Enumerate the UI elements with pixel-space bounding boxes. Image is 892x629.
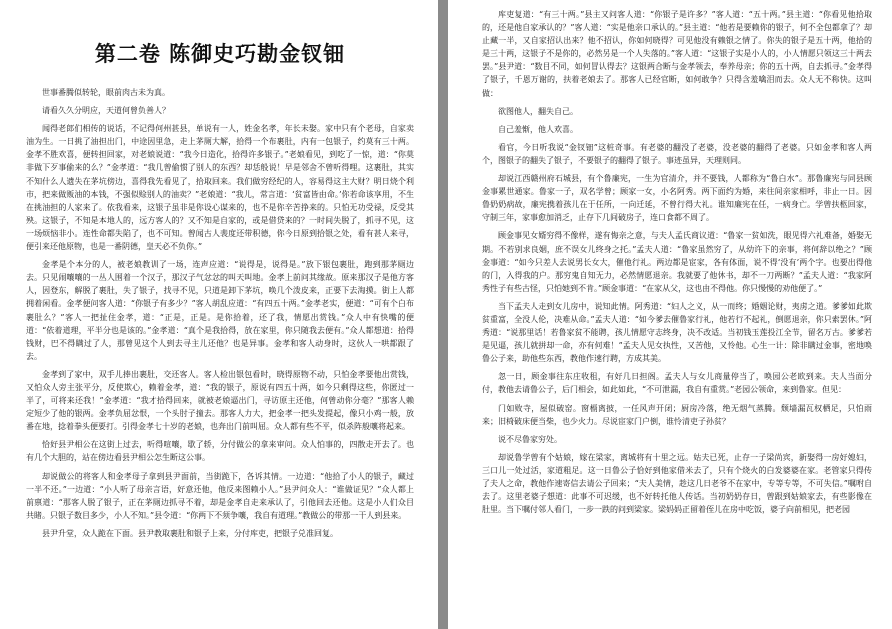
paragraph: 世事番腾似转轮，眼前肉古未为真。 bbox=[42, 88, 170, 97]
paragraph: 看官，今日听我说“金钗钿”这桩奇事。有老婆的翻没了老婆，没老婆的翻得了老婆。只如金孝和客人两个，图银子的翻失了银子，不要银子的翻得了银子。事迹虽异，天理则同。 bbox=[482, 142, 872, 165]
paragraph: 金孝是个本分的人，被老娘教训了一场，连声应道：“说得是，说得是。”放下银包裹肚，跑到那茅厕边去。只见闹嚷嚷的一丛人围着一个汉子，那汉子气忿忿的叫天叫地。金孝上前问其缘故。原来那汉子是他方客人，因登东，解脱了裹肚，失了银子，找寻不见，只道是卸下茅坑，唤几个泼皮来，正要下去淘摸。街上人都拥着闲看。金孝便问客人道：“你银子有多少？”客人胡乱应道：“有四五十两。”金孝老实，便道：“可有个白布裹肚么？”客人一把扯住金孝，道：“正是，正是。是你拾着，还了我，情愿出赏钱。”众人中有快嘴的便道：“依着道理，平半分也是该的。”金孝道：“真个是我拾得，放在家里，你只随我去便有。”众人都想道：拾得钱财，巴不得瞒过了人，那曾见这个人到去寻主儿还他？也是异事。金孝和客人动身时，这伙人一哄都跟了去。 bbox=[26, 260, 414, 361]
chapter-title: 第二卷 陈御史巧勘金钗钿 bbox=[94, 41, 346, 66]
right-body bbox=[482, 8, 872, 516]
verse-line: 欲图他人，翻失自己。 bbox=[498, 106, 578, 116]
paragraph: 县尹升堂，众人跪在下面。县尹教取裹肚和银子上来，分付库吏，把银子兑准回复。 bbox=[42, 528, 338, 538]
paragraph: 却说做公的将客人和金孝母子拿到县尹面前，当街跪下，各诉其情。一边道：“他拾了小人的银子，藏过一半不还。”一边道：“小人听了母亲言语，好意还他，他反来图赖小人。”县尹问众人：“谁做证见？”众人都上前禀道：“那客人脱了银子，正在茅厕边抓寻不着，却是金孝自走来承认了，引他回去还他。这是小人们众目共睹。只银子数目多少，小人不知。”县令道：“你两下不须争嚷，我自有道理。”教做公的带那一干人到县来。 bbox=[26, 471, 414, 520]
paragraph: 金孝到了家中，双手儿捧出裹肚，交还客人。客人检出银包看时，晓得原物不动，只怕金孝要他出赏钱，又怕众人旁主张平分，反使欺心，赖着金孝，道：“我的银子，原说有四五十两，如今只剩得这些，你匿过一半了，可将来还我！”金孝道：“我才拾得回来，就被老娘逼出门，寻访原主还他，何曾动你分毫？”那客人赖定短少了他的银两。金孝负屈忿恨，一个头肘子撞去。那客人力大，把金孝一把头发提起，像只小鸡一般，放番在地，捻着拳头便要打。引得金孝七十岁的老娘，也奔出门前叫屈。众人都有些不平，似杀阵般嚷将起来。 bbox=[26, 369, 414, 432]
right-page bbox=[448, 0, 892, 629]
paragraph: 说不尽鲁家穷处。 bbox=[498, 434, 562, 444]
left-body bbox=[26, 86, 414, 540]
paragraph: 却说江西赣州府石城县，有个鲁廉宪，一生为官清介，并不要钱，人都称为“鲁白水”。那鲁廉宪与同县顾金事累世通家。鲁家一子，双名学曾；顾家一女，小名阿秀。两下面约为婚，来往间亲家相呼，非止一日。因鲁奶奶病故，廉宪携着孩儿在于任所，一向迁延，不曾行得大礼。谁知廉宪在任，一病身亡。学曾扶柩回家，守制三年，家事愈加消乏，止存下几间破房子，连口食都不周了。 bbox=[482, 174, 872, 223]
paragraph: 恰好县尹相公在这街上过去，听得喧嚷，歇了轿，分付做公的拿来审问。众人怕事的，四散走开去了。也有几个大胆的，站在傍边看县尹相公怎生断这公事。 bbox=[26, 440, 414, 463]
paragraph: 当下孟夫人走到女儿房中，说知此情。阿秀道：“妇人之义，从一而终；婚姻论财，夷虏之道。爹爹如此欺贫重富，全没人伦，决难从命。”孟夫人道：“如今爹去催鲁家行礼，他若行不起礼，倒愿退亲，你只索罢休。”阿秀道：“说那里话！若鲁家贫不能聘，孩儿情愿守志终身，决不改适。当初钱玉莲投江全节，留名万古。爹爹若是见逼，孩儿就拼却一命，亦有何难！”孟夫人见女执性，又苦他，又怜他。心生一计：除非瞒过金事，密地唤鲁公子来，助他些东西，教他作速行聘，方成其美。 bbox=[482, 301, 872, 364]
verse-line: 自己羞惭，他人欢喜。 bbox=[498, 124, 578, 134]
left-page bbox=[0, 0, 438, 629]
verse-line: 门如败寺，屋似破窑。窗槅离披，一任风声开闭；厨房冷落，绝无烟气蒸腾。颓墙漏瓦权栖足，只怕雨来；旧椅破床便当柴，也少火力。尽说宦家门户倒，谁怜清吏子孙贫？ bbox=[482, 403, 872, 426]
paragraph: 顾金事见女婿穷得不像样，遂有悔亲之意，与夫人孟氏商议道：“鲁家一贫如洗，眼见得六礼难备，婚娶无期。不若别求良姻，庶不误女儿终身之托。”孟夫人道：“鲁家虽然穷了，从幼许下的亲事，将何辞以绝之？”顾金事道：“如今只差人去说男长女大，催他行礼。两边都是宦家，各有体面，说不得‘没有’两个字。也要出得他的门，入得我的户。那穷鬼自知无力，必然情愿退亲。我就要了他休书，却不一刀两断？”孟夫人道：“我家阿秀性子有些古怪，只怕她到不肯。”顾金事道：“在家从父，这也由不得他。你只慢慢的劝他便了。” bbox=[482, 231, 872, 293]
paragraph: 库吏复道：“有三十两。”县主又问客人道：“你银子是许多？”客人道：“五十两。”县主道：“你看见他拾取的，还是他自家承认的？”客人道：“实是他亲口承认的。”县主道：“他若是要赖你的银子，何不全包都拿了？却止藏一半，又自家招认出来？他不招认，你如何晓得？可见他没有赖银之情了。你失的银子是五十两，他拾的是三十两，这银子不是你的，必然另是一个人失落的。”客人道：“这银子实是小人的，小人情愿只领这三十两去罢。”县尹道：“数目不同，如何冒认得去？这银两合断与金孝领去，奉养母亲；你的五十两，自去抓寻。”金孝得了银子，千恩万谢的，扶着老娘去了。那客人已经官断，如何敢争？只得含羞噙泪而去。众人无不称快。这叫做： bbox=[482, 10, 872, 98]
paragraph: 请看久久分明应，天道何曾负善人？ bbox=[42, 106, 170, 116]
paragraph: 忽一日，顾金事往东庄收租，有好几日担阁。孟夫人与女儿商量停当了，唤园公老欧到来。夫人当面分付，教他去请鲁公子，后门相会，如此如此，“不可泄漏，我自有重赏。”老园公领命，来到鲁家。但见： bbox=[482, 372, 872, 395]
paragraph: 却说鲁学曾有个姑娘，嫁在梁家，离城将有十里之远。姑夫已死，止存一子梁尚宾，新娶得一房好媳妇，三口儿一处过活，家道粗足。这一日鲁公子恰好到他家借米去了，只有个烧火的白发婆婆在家。老管家只得传了夫人之命，教他作速寄信去请公子回来；“夫人美情，趁这几日老爷不在家中，专等专等，不可失信。”嘱咐自去了。这里老婆子想道：此事不可迟缓，也不好转托他人传话。当初奶奶存日，曾跟到姑娘家去，有些影像在肚里。当下嘱付邻人看门，一步一跌的问到梁家。梁妈妈正留着侄儿在房中吃饭，婆子向前相见，把老园 bbox=[482, 452, 872, 515]
paragraph: 闻得老郎们相传的说话，不记得何州甚县，单说有一人，姓金名孝，年长未娶。家中只有个老母，自家卖油为生。一日挑了油担出门，中途因里急，走上茅厕大解，拾得一个布裹肚，内有一包银子，约莫有三十两。金孝不胜欢喜，便转担回家，对老娘说道：“我今日造化，拾得许多银子。”老娘看见，到吃了一惊，道：“你莫非做下歹事偷来的么？”金孝道：“我几曾偷惯了别人的东西？却恁般说！早是邻舍不曾听得哩。这裹肚，其实不知什么人遗失在茅坑傍边，喜得我先看见了，拾取回来。我们做穷经纪的人，容易得这主大财？明日烧个利市，把来做贩油的本钱，不强似赊别人的油卖？”老娘道：“我儿，常言道：‘贫富皆由命。’你若命该享用，不生在挑油担的人家来了。依我看来，这银子虽非是你设心谋来的，也不是你辛苦挣来的。只怕无功受禄，反受其殃。这银子，不知是本地人的，远方客人的？又不知是自家的，或是借贷来的？一时间失脱了，抓寻不见，这一场烦恼非小。连性命都失陷了，也不可知。曾闻古人裴度还带积德，你今日原到拾银之处，看有甚人来寻，便引来还他原物，也是一番阴德，皇天必不负你。” bbox=[26, 124, 414, 252]
